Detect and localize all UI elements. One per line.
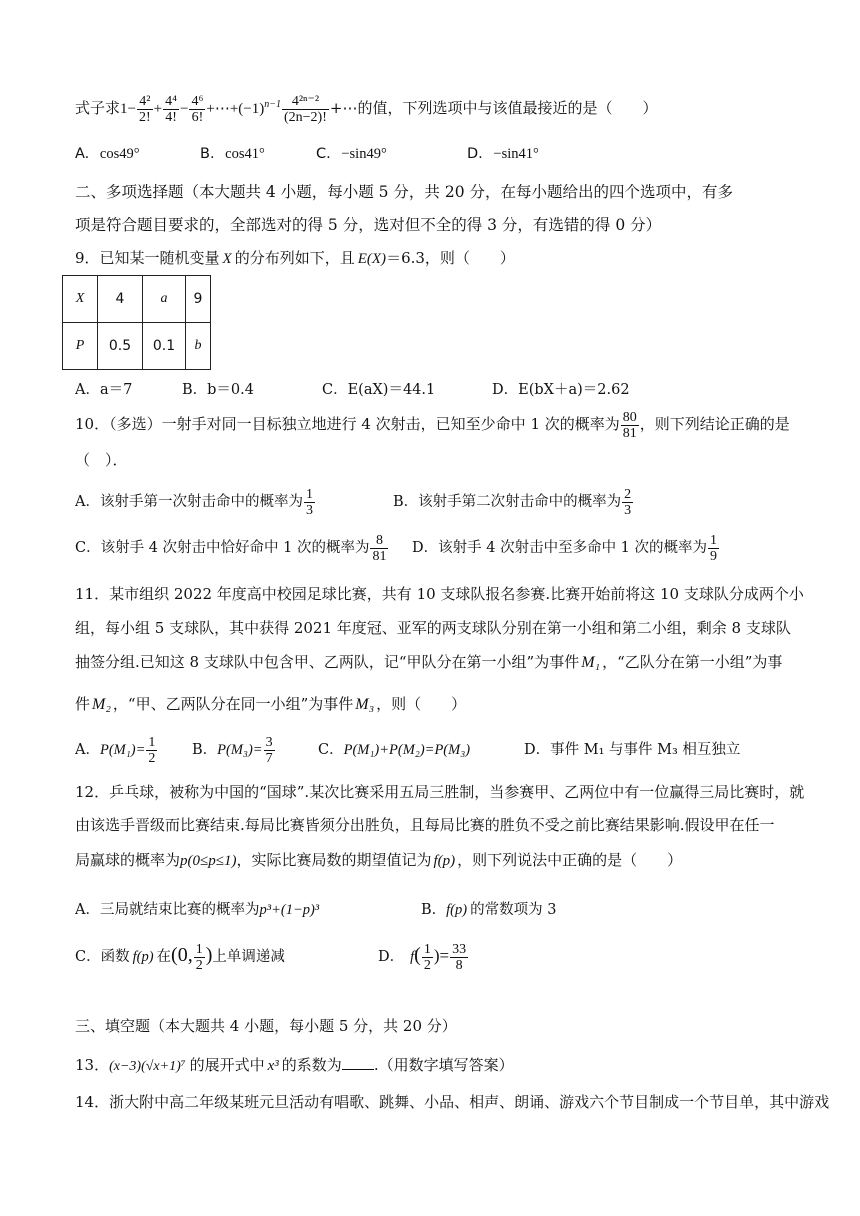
q11-line1: 11．某市组织 2022 年度高中校园足球比赛，共有 10 支球队报名参赛.比赛开始前将这 10 支球队分成两个小 bbox=[75, 585, 804, 603]
q12-option-c-interval-close: ) bbox=[205, 944, 213, 966]
q8-option-c-label: C. bbox=[316, 146, 331, 162]
q12-line3-a: 局赢球的概率为 bbox=[75, 851, 181, 869]
q8-mid: +⋯+(−1) bbox=[206, 101, 265, 117]
q12-option-d bbox=[378, 935, 469, 977]
q9-option-b: B．b＝0.4 bbox=[182, 382, 254, 398]
table-cell: 0.5 bbox=[98, 323, 143, 370]
q10-option-d-text: D．该射手 4 次射击中至多命中 1 次的概率为 bbox=[412, 540, 708, 556]
section3-heading: 三、填空题（本大题共 4 小题，每小题 5 分，共 20 分） bbox=[75, 1017, 457, 1035]
q12-option-c-text: C．函数 bbox=[75, 949, 130, 965]
q8-stem: 式子求1− $\frac{\text{4²}}{2!}$ + $\frac{\text{4⁴}}{4!}$ − $\frac{\text{4⁶}}{6!}$ $+\cdots+(-1)^{n-1}$ $\frac{\text{4²ⁿ⁻²}}{(2n-2)!}$ +⋯的值，下列选项中与该值最接近的是（ ） bbox=[75, 93, 658, 125]
q12-option-d-paren-close: )= bbox=[433, 946, 450, 965]
q11-option-a-den: 2 bbox=[148, 750, 156, 766]
q11-line2: 组，每小组 5 支球队，其中获得 2021 年度冠、亚军的两支球队分别在第一小组和第二小组，剩余 8 支球队 bbox=[75, 619, 791, 637]
q12-option-d-inner-den: 2 bbox=[423, 957, 431, 973]
q13-tail2: .（用数字填写答案） bbox=[373, 1056, 514, 1074]
q10-option-a-frac bbox=[304, 487, 315, 518]
q13-mid: 的展开式中 bbox=[189, 1056, 265, 1074]
q12-option-c-tail: 上单调递减 bbox=[212, 949, 285, 965]
q8-power: n−1 bbox=[264, 99, 281, 110]
q13-label: 13． bbox=[75, 1056, 110, 1074]
q8-term4 bbox=[282, 94, 329, 125]
q12-p-range: p(0≤p≤1) bbox=[180, 853, 237, 869]
q10-option-d-num: 1 bbox=[710, 532, 718, 548]
q9-stem-b: 的分布列如下，且 bbox=[234, 249, 355, 267]
q13-expr: (x−3)(√x+1)⁷ bbox=[109, 1059, 186, 1074]
q10-option-c-frac bbox=[370, 533, 388, 564]
q11-option-d: D．事件 M₁ 与事件 M₃ 相互独立 bbox=[524, 742, 741, 758]
q10-stem-b: ，则下列结论正确的是 bbox=[639, 415, 790, 433]
q8-term3-den: 6! bbox=[191, 109, 204, 125]
q13-answer-blank[interactable] bbox=[342, 1055, 374, 1070]
table-cell: 0.1 bbox=[143, 323, 186, 370]
q9-ex: E(X) bbox=[357, 251, 387, 267]
q10-option-b-den: 3 bbox=[624, 502, 632, 518]
q8-term1-num: 4² bbox=[137, 94, 153, 110]
q10-option-b-num: 2 bbox=[624, 486, 632, 502]
q10-option-b bbox=[393, 484, 634, 520]
q12-option-b bbox=[421, 898, 556, 919]
q8-option-c-value: −sin49° bbox=[341, 146, 387, 162]
q11-option-c bbox=[318, 732, 470, 768]
q10-option-c-den: 81 bbox=[372, 548, 387, 564]
q12-option-a-expr: p³+(1−p)³ bbox=[259, 902, 320, 918]
q11-line3-b: ，“乙队分在第一小组”为事 bbox=[602, 653, 783, 671]
q12-option-c-num: 1 bbox=[195, 941, 203, 957]
q10-fraction-den: 81 bbox=[622, 425, 637, 441]
q8-option-d bbox=[467, 146, 539, 163]
q10-option-b-frac bbox=[622, 487, 633, 518]
q11-line4 bbox=[75, 694, 800, 715]
q9-stem-a: 9．已知某一随机变量 bbox=[75, 249, 220, 267]
q12-option-a-text: A．三局就结束比赛的概率为 bbox=[75, 902, 260, 918]
q8-term4-den: (2n−2)! bbox=[284, 109, 327, 125]
q12-option-d-frac bbox=[450, 942, 468, 973]
q11-line4-c: ，则（ ） bbox=[376, 695, 467, 713]
q12-option-c-interval-open: (0, bbox=[171, 944, 193, 966]
q8-term1 bbox=[137, 94, 153, 125]
q8-option-b bbox=[200, 146, 265, 163]
q13-stem bbox=[75, 1055, 800, 1077]
table-cell: X bbox=[63, 276, 98, 323]
q12-option-c-den: 2 bbox=[195, 957, 203, 973]
q12-option-c-f: f(p) bbox=[132, 949, 154, 965]
q10-fraction bbox=[621, 410, 639, 441]
q8-term3 bbox=[189, 94, 205, 125]
q12-option-c-in: 在 bbox=[156, 949, 172, 965]
table-cell: b bbox=[186, 323, 211, 370]
q11-line4-a: 件 bbox=[75, 695, 91, 713]
q8-term3-num: 4⁶ bbox=[191, 93, 204, 109]
q12-option-d-label: D． bbox=[378, 949, 405, 965]
q12-line3-c: ，则下列说法中正确的是（ ） bbox=[457, 851, 683, 869]
table-cell: P bbox=[63, 323, 98, 370]
q12-line3-b: ，实际比赛局数的期望值记为 bbox=[236, 851, 432, 869]
q11-option-a-label: A． bbox=[75, 742, 100, 758]
q9-distribution-table bbox=[62, 275, 211, 370]
q10-fraction-num: 80 bbox=[622, 409, 637, 425]
q10-option-d-den: 9 bbox=[710, 548, 718, 564]
q10-option-c bbox=[75, 530, 389, 566]
q8-option-d-value: −sin41° bbox=[493, 146, 539, 162]
q9-stem bbox=[75, 248, 800, 269]
q8-term1-den: 2! bbox=[138, 109, 151, 125]
q8-term2-den: 4! bbox=[165, 109, 177, 125]
q9-option-d: D．E(bX＋a)＝2.62 bbox=[492, 382, 630, 398]
q12-option-d-paren-open: ( bbox=[414, 944, 421, 966]
q12-option-c-frac bbox=[194, 942, 205, 973]
q8-option-b-label: B. bbox=[200, 146, 215, 162]
q10-option-a-num: 1 bbox=[305, 486, 313, 502]
q12-option-d-den: 8 bbox=[455, 957, 463, 973]
section2-heading-line2: 项是符合题目要求的，全部选对的得 5 分，选对但不全的得 3 分，有选错的得 0 分） bbox=[75, 216, 662, 234]
q12-option-a bbox=[75, 898, 319, 919]
q12-option-d-f: f bbox=[410, 949, 415, 965]
q10-stem-line2: （ ）． bbox=[75, 451, 128, 469]
q12-line3 bbox=[75, 850, 800, 871]
q8-expr-start: 1− bbox=[120, 101, 136, 117]
q12-line2: 由该选手晋级而比赛结束.每局比赛皆须分出胜负，且每局比赛的胜负不受之前比赛结果影响.假设甲在任一 bbox=[75, 816, 775, 834]
q11-option-b bbox=[192, 732, 276, 768]
q8-option-b-value: cos41° bbox=[225, 146, 265, 162]
section2-heading-line1: 二、多项选择题（本大题共 4 小题，每小题 5 分，共 20 分，在每小题给出的四个选项中，有多 bbox=[75, 183, 734, 201]
q8-term2-num: 4⁴ bbox=[165, 93, 178, 109]
q10-option-a bbox=[75, 484, 316, 520]
q9-var: X bbox=[222, 251, 232, 267]
q11-option-c-expr: P(M₁)+P(M₂)=P(M₃) bbox=[343, 742, 471, 758]
q11-option-b-den: 7 bbox=[265, 750, 273, 766]
table-row bbox=[63, 276, 211, 323]
q8-option-a bbox=[75, 146, 140, 163]
q13-x3: x³ bbox=[267, 1058, 279, 1074]
q10-option-a-den: 3 bbox=[305, 502, 313, 518]
q8-option-c bbox=[316, 146, 387, 163]
q8-term2 bbox=[163, 94, 179, 125]
table-cell: a bbox=[143, 276, 186, 323]
q12-option-d-inner-num: 1 bbox=[423, 941, 431, 957]
q10-option-b-text: B．该射手第二次射击命中的概率为 bbox=[393, 494, 622, 510]
q11-option-c-label: C． bbox=[318, 742, 344, 758]
q11-option-a-num: 1 bbox=[148, 734, 156, 750]
q8-option-a-value: cos49° bbox=[99, 146, 140, 162]
q12-line1: 12．乒乓球，被称为中国的“国球”.某次比赛采用五局三胜制，当参赛甲、乙两位中有一位赢得三局比赛时，就 bbox=[75, 783, 805, 801]
q10-option-c-text: C．该射手 4 次射击中恰好命中 1 次的概率为 bbox=[75, 540, 370, 556]
q11-line3 bbox=[75, 652, 800, 673]
q8-option-d-label: D. bbox=[467, 146, 483, 162]
q9-option-a: A．a＝7 bbox=[75, 382, 133, 398]
q12-option-d-num: 33 bbox=[452, 941, 467, 957]
q11-option-b-num: 3 bbox=[265, 734, 273, 750]
q10-option-a-text: A．该射手第一次射击命中的概率为 bbox=[75, 494, 303, 510]
q9-option-c: C．E(aX)＝44.1 bbox=[322, 382, 436, 398]
q12-f-p: f(p) bbox=[433, 853, 456, 869]
q13-tail: 的系数为 bbox=[281, 1056, 342, 1074]
q10-option-d bbox=[412, 530, 720, 566]
q10-stem-a: 10．（多选）一射手对同一目标独立地进行 4 次射击，已知至少命中 1 次的概率为 bbox=[75, 415, 620, 433]
q8-option-a-label: A. bbox=[75, 146, 90, 162]
q10-option-c-num: 8 bbox=[370, 533, 388, 549]
q10-option-d-frac bbox=[708, 533, 719, 564]
q12-option-b-f: f(p) bbox=[446, 902, 468, 918]
table-cell: 9 bbox=[186, 276, 211, 323]
q14-line1: 14．浙大附中高二年级某班元旦活动有唱歌、跳舞、小品、相声、朗诵、游戏六个节目制成一个节目单，其中游戏 bbox=[75, 1093, 830, 1111]
q11-event-m1: M₁ bbox=[581, 654, 601, 671]
q9-stem-c: ＝6.3，则（ ） bbox=[386, 249, 515, 267]
table-cell: 4 bbox=[98, 276, 143, 323]
q10-stem bbox=[75, 404, 800, 444]
q12-option-d-inner-frac bbox=[422, 942, 433, 973]
q11-option-b-expr: P(M₃)= bbox=[217, 742, 263, 758]
q8-prefix: 式子求 bbox=[75, 99, 121, 117]
q11-line3-a: 抽签分组.已知这 8 支球队中包含甲、乙两队，记“甲队分在第一小组”为事件 bbox=[75, 653, 580, 671]
q8-term4-num: 4²ⁿ⁻² bbox=[282, 94, 329, 110]
q12-option-c bbox=[75, 935, 285, 977]
q12-option-b-text: 的常数项为 3 bbox=[470, 902, 557, 918]
q11-event-m2: M₂ bbox=[92, 696, 111, 713]
q11-option-b-label: B． bbox=[192, 742, 218, 758]
q11-option-a-expr: P(M₁)= bbox=[99, 742, 146, 758]
q11-option-b-frac bbox=[264, 735, 275, 766]
q11-event-m3: M₃ bbox=[355, 696, 375, 713]
table-row bbox=[63, 323, 211, 370]
q11-line4-b: ，“甲、乙两队分在同一小组”为事件 bbox=[112, 695, 354, 713]
q12-option-b-label: B． bbox=[421, 902, 447, 918]
q8-tail: +⋯的值，下列选项中与该值最接近的是（ ） bbox=[329, 99, 658, 117]
q11-option-a-frac bbox=[146, 735, 157, 766]
q11-option-a bbox=[75, 732, 158, 768]
